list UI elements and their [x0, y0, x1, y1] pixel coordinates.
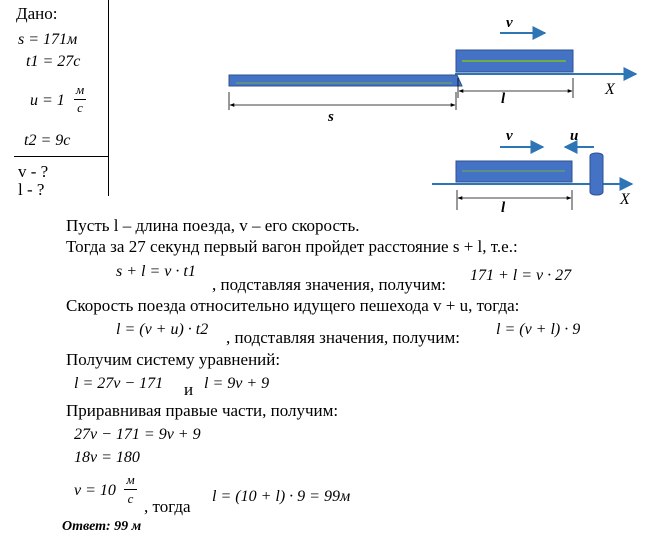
find-l: l - ? — [18, 180, 45, 199]
then-word: , тогда — [144, 497, 191, 516]
given-u: u = 1 — [30, 92, 65, 109]
lower-scene — [432, 128, 632, 215]
equation-1-substituted: 171 + l = v · 27 — [470, 267, 572, 284]
solution-line-3: Скорость поезда относительно идущего пешехода v + u, тогда: — [66, 296, 520, 315]
v-result: v = 10 — [74, 482, 116, 499]
solution-line-4: Получим систему уравнений: — [66, 350, 281, 369]
equation-2: l = (v + u) · t2 — [116, 321, 209, 338]
step-2: 18v = 180 — [74, 449, 140, 466]
equation-1-text: , подставляя значения, получим: — [212, 275, 446, 294]
and-word: и — [184, 380, 194, 399]
step-1: 27v − 171 = 9v + 9 — [74, 426, 201, 443]
velocity-label-bottom: v — [506, 128, 513, 144]
system-equation-2: l = 9v + 9 — [204, 375, 270, 392]
v-result-denominator: с — [127, 491, 134, 506]
given-u-denominator: с — [77, 100, 83, 115]
given-title: Дано: — [16, 4, 58, 23]
pedestrian-velocity-label: u — [570, 128, 579, 144]
v-result-fraction-bar — [124, 489, 137, 490]
v-result-numerator: м — [126, 472, 135, 487]
equation-1: s + l = v · t1 — [116, 263, 196, 280]
solution-line-1: Пусть l – длина поезда, v – его скорость. — [66, 216, 360, 235]
equation-2-text: , подставляя значения, получим: — [226, 328, 460, 347]
s-label: s — [328, 109, 334, 125]
motion-diagram — [0, 0, 656, 215]
pedestrian — [590, 153, 603, 195]
l-label-bottom: l — [501, 200, 506, 215]
system-equation-1: l = 27v − 171 — [74, 375, 164, 392]
solution-line-2: Тогда за 27 секунд первый вагон пройдет расстояние s + l, т.е.: — [66, 237, 518, 256]
answer: Ответ: 99 м — [62, 519, 142, 534]
x-label-bottom: X — [620, 191, 630, 208]
upper-scene — [229, 15, 636, 125]
given-u-numerator: м — [75, 82, 85, 97]
velocity-label-top: v — [506, 15, 513, 31]
equation-2-substituted: l = (v + l) · 9 — [496, 321, 581, 338]
solution-line-5: Приравнивая правые части, получим: — [66, 401, 339, 420]
x-label-top: X — [605, 81, 615, 98]
given-t1: t1 = 27с — [26, 53, 81, 70]
train-start-position — [229, 75, 462, 86]
given-t2: t2 = 9с — [24, 132, 71, 149]
find-v: v - ? — [18, 162, 49, 181]
final-equation: l = (10 + l) · 9 = 99м — [212, 488, 351, 505]
l-label-top: l — [501, 91, 506, 107]
given-s: s = 171м — [18, 31, 78, 48]
